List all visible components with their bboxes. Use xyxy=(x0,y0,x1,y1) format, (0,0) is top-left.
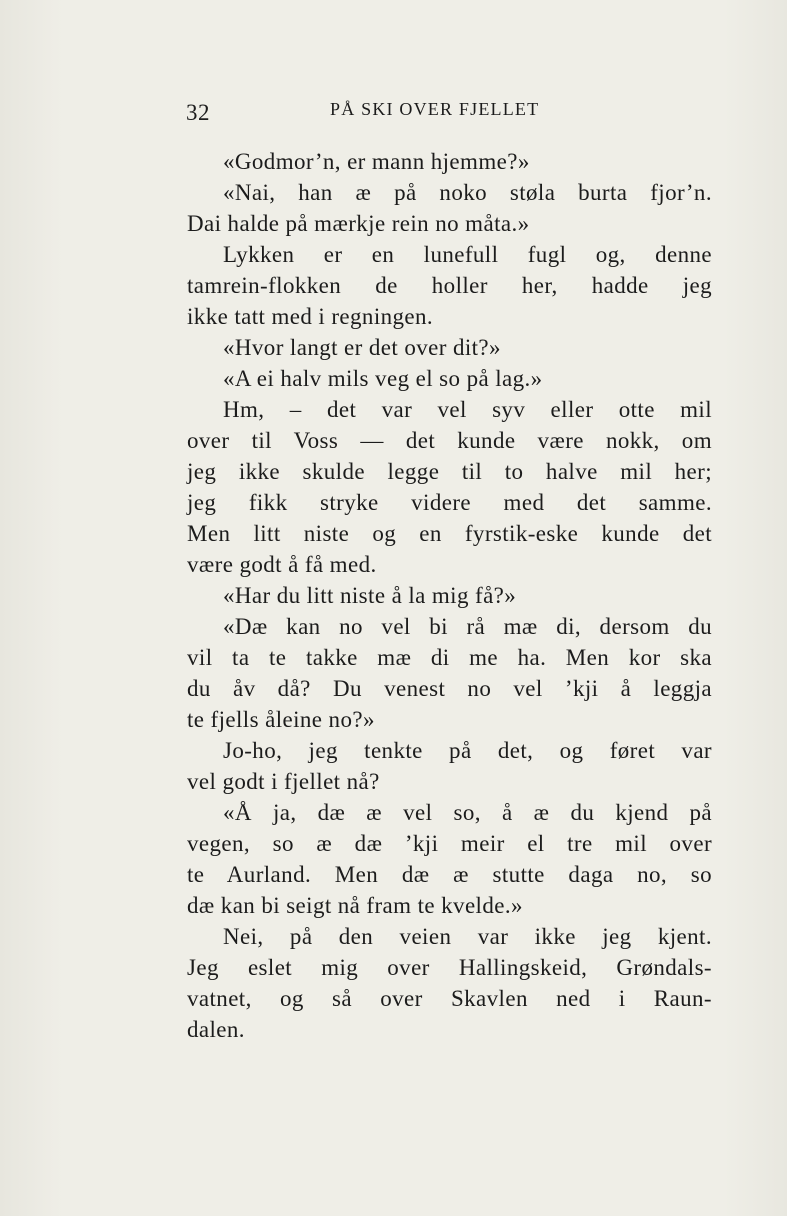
text-line: vel godt i fjellet nå? xyxy=(187,769,380,794)
text-line: «Har du litt niste å la mig få?» xyxy=(223,583,517,608)
text-line: Lykken er en lunefull fugl og, denne xyxy=(223,242,712,267)
text-line: være godt å få med. xyxy=(187,552,377,577)
text-line: Nei, på den veien var ikke jeg kjent. xyxy=(223,924,712,949)
text-line: tamrein-flokken de holler her, hadde jeg xyxy=(187,273,712,298)
text-line: Jo-ho, jeg tenkte på det, og føret var xyxy=(223,738,712,763)
text-line: «Hvor langt er det over dit?» xyxy=(223,335,501,360)
body-text xyxy=(187,146,712,1045)
page-header xyxy=(186,97,711,131)
page-number: 32 xyxy=(186,100,210,125)
text-line: dalen. xyxy=(187,1017,245,1042)
text-line: dæ kan bi seigt nå fram te kvelde.» xyxy=(187,893,523,918)
text-line: «Dæ kan no vel bi rå mæ di, dersom du xyxy=(223,614,712,639)
text-line: te Aurland. Men dæ æ stutte daga no, so xyxy=(187,862,712,887)
text-line: vatnet, og så over Skavlen ned i Raun- xyxy=(187,986,712,1011)
text-line: over til Voss — det kunde være nokk, om xyxy=(187,428,712,453)
text-line: Dai halde på mærkje rein no måta.» xyxy=(187,211,530,236)
running-head: PÅ SKI OVER FJELLET xyxy=(330,99,540,119)
text-line: Hm, – det var vel syv eller otte mil xyxy=(223,397,712,422)
text-line: te fjells åleine no?» xyxy=(187,707,375,732)
text-line: ikke tatt med i regningen. xyxy=(187,304,434,329)
text-line: vegen, so æ dæ ’kji meir el tre mil over xyxy=(187,831,712,856)
text-line: Men litt niste og en fyrstik-eske kunde det xyxy=(187,521,712,546)
text-line: vil ta te takke mæ di me ha. Men kor ska xyxy=(187,645,712,670)
text-line: «Å ja, dæ æ vel so, å æ du kjend på xyxy=(223,800,712,825)
text-line: du åv då? Du venest no vel ’kji å leggja xyxy=(187,676,712,701)
text-line: «Godmor’n, er mann hjemme?» xyxy=(223,149,530,174)
text-line: jeg fikk stryke videre med det samme. xyxy=(187,490,712,515)
text-line: Jeg eslet mig over Hallingskeid, Grøndals- xyxy=(187,955,712,980)
text-line: «Nai, han æ på noko støla burta fjor’n. xyxy=(223,180,712,205)
text-line: «A ei halv mils veg el so på lag.» xyxy=(223,366,543,391)
text-line: jeg ikke skulde legge til to halve mil her; xyxy=(187,459,712,484)
